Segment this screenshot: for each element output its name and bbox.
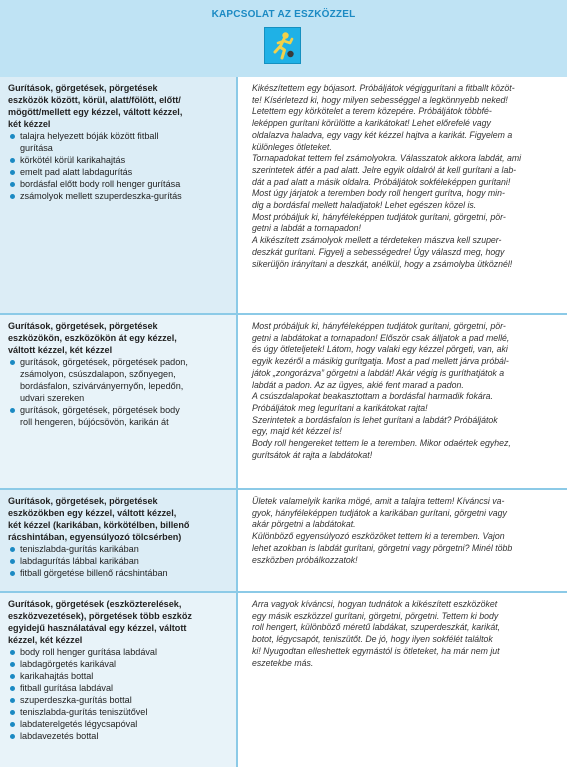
list-item: emelt pad alatt labdagurítás xyxy=(8,166,232,178)
table-row xyxy=(0,490,567,591)
list-item: fitball görgetése billenő rácshintában xyxy=(8,567,232,579)
activity-cell xyxy=(0,593,236,767)
instruction-cell xyxy=(238,77,567,313)
activity-cell xyxy=(0,77,236,313)
list-item: gurítások, görgetések, pörgetések body roll hengeren, bújócsövön, karikán át xyxy=(8,404,232,428)
column-divider xyxy=(236,77,238,767)
activity-heading: Gurítások, görgetések, pörgetések eszközökben egy kézzel, váltott kézzel, két kézzel (karikában, körkötélben, billenő rácshintában, egyensúlyozó tölcsérben) xyxy=(8,496,190,542)
list-item: karikahajtás bottal xyxy=(8,670,232,682)
list-item: teniszlabda-gurítás karikában xyxy=(8,543,232,555)
table-row xyxy=(0,315,567,488)
section-title: KAPCSOLAT AZ ESZKÖZZEL xyxy=(211,9,356,20)
instruction-text: Ületek valamelyik karika mögé, amit a talajra tettem! Kíváncsi va- gyok, hányféleképpen tudjátok a karikában gurítani, görgetni vagy akár pörgetni a labdátokat. Különböző egyensúlyozó eszközöket tettem ki a teremben. Vajon lehet azokban is labdát gurítani, görgetni vagy pörgetni? Minél több eszközben próbálkozzatok! xyxy=(252,496,513,565)
list-item: bordásfal előtt body roll henger gurítása xyxy=(8,178,232,190)
list-item: fitball gurítása labdával xyxy=(8,682,232,694)
instruction-cell xyxy=(238,593,567,767)
activity-list xyxy=(8,356,232,428)
activity-list xyxy=(8,543,232,579)
activity-heading: Gurítások, görgetések, pörgetések eszközökön, eszközökön át egy kézzel, váltott kézzel, két kézzel xyxy=(8,321,177,355)
section-header xyxy=(0,0,567,78)
activity-heading: Gurítások, görgetések (eszközterelések, eszközvezetések), pörgetések több eszköz egyidejű használatával egy kézzel, váltott kézzel, két kézzel xyxy=(8,599,192,645)
activity-cell xyxy=(0,490,236,591)
list-item: gurítások, görgetések, pörgetések padon, zsámolyon, csúszdalapon, szőnyegen, bordásfalon, szivárványernyőn, lepedőn, udvari szereken xyxy=(8,356,232,404)
running-figure-with-ball-icon xyxy=(264,27,301,64)
list-item: labdavezetés bottal xyxy=(8,730,232,742)
list-item: body roll henger gurítása labdával xyxy=(8,646,232,658)
instruction-text: Arra vagyok kíváncsi, hogyan tudnátok a kikészített eszközöket egy másik eszközzel gurítani, görgetni, pörgetni. Tettem ki body roll hengert, különböző méretű labdákat, szuperdeszkát, karikát, botot, légycsapót, teniszütőt. De jó, hogy ilyen sokfélét találtok ki! Nyugodtan elleshettek egymástól is ötleteket, ha már nem jut eszetekbe más. xyxy=(252,599,501,668)
instruction-text: Kikészítettem egy bójasort. Próbáljátok végiggurítani a fitballt közöt- te! Kísérletezd ki, hogy milyen sebességgel a legkönnyebb neked! Letettem egy körkötelet a terem közepére. Próbáljátok többfé- leképpen gurítani körülötte a karikátokat! Lehet előrefelé vagy oldalazva haladva, egy vagy két kézzel hajtva a karikát. Figyelem a különleges ötleteket. Tornapadokat tettem fel zsámolyokra. Válasszatok akkora labdát, ami szerintetek átfér a pad alatt. Jelre egyik oldalról át kell gurítani a lab- dát a pad alatt a másik oldalra. Próbáljátok sokféleképpen gurítani! Most úgy járjatok a teremben body roll hengert gurítva, hogy min- dig a bordásfal mellett haladjatok! Lehet egészen közel is. Most próbáljuk ki, hányféleképpen tudjátok gurítani, görgetni, pör- getni a labdát a tornapadon! A kikészített zsámolyok mellett a térdeteken mászva kell szuper- deszkát gurítani. Figyelj a sebességedre! Úgy válaszd meg, hogy sikerüljön irányítani a deszkát, anélkül, hogy a zsámolyba ütköznél! xyxy=(252,83,522,269)
table-row xyxy=(0,77,567,313)
list-item: labdagurítás lábbal karikában xyxy=(8,555,232,567)
instruction-cell xyxy=(238,315,567,488)
table-row xyxy=(0,593,567,767)
activity-list xyxy=(8,646,232,742)
list-item: labdagörgetés karikával xyxy=(8,658,232,670)
list-item: teniszlabda-gurítás teniszütővel xyxy=(8,706,232,718)
activity-list xyxy=(8,130,232,202)
list-item: zsámolyok mellett szuperdeszka-gurítás xyxy=(8,190,232,202)
instruction-text: Most próbáljuk ki, hányféleképpen tudjátok gurítani, görgetni, pör- getni a labdátokat a tornapadon! Először csak álljatok a pad mellé, és úgy ötleteljetek! Látom, hogy valaki egy kézzel pörgeti, van, aki egyik kezéről a másikig gurítgatja. Most a pad mellett járva próbál- játok „zongorázva” görgetni a labdát! Akár végig is guríthatjátok a labdát a padon. Az az ügyes, akié fent marad a padon. A csúszdalapokat beakasztottam a bordásfal harmadik fokára. Próbáljátok meg legurítani a karikátokat rajta! Szerintetek a bordásfalon is lehet gurítani a labdát? Próbáljátok egy, majd két kézzel is! Body roll hengereket tettem le a teremben. Mikor odaértek egyhez, gurítsátok át rajta a labdátokat! xyxy=(252,321,511,460)
activity-cell xyxy=(0,315,236,488)
instruction-cell xyxy=(238,490,567,591)
list-item: labdaterelgetés légycsapóval xyxy=(8,718,232,730)
list-item: talajra helyezett bóják között fitball gurítása xyxy=(8,130,232,154)
activity-heading: Gurítások, görgetések, pörgetések eszközök között, körül, alatt/fölött, előtt/ mögött/mellett egy kézzel, váltott kézzel, két kézzel xyxy=(8,83,183,129)
list-item: körkötél körül karikahajtás xyxy=(8,154,232,166)
list-item: szuperdeszka-gurítás bottal xyxy=(8,694,232,706)
